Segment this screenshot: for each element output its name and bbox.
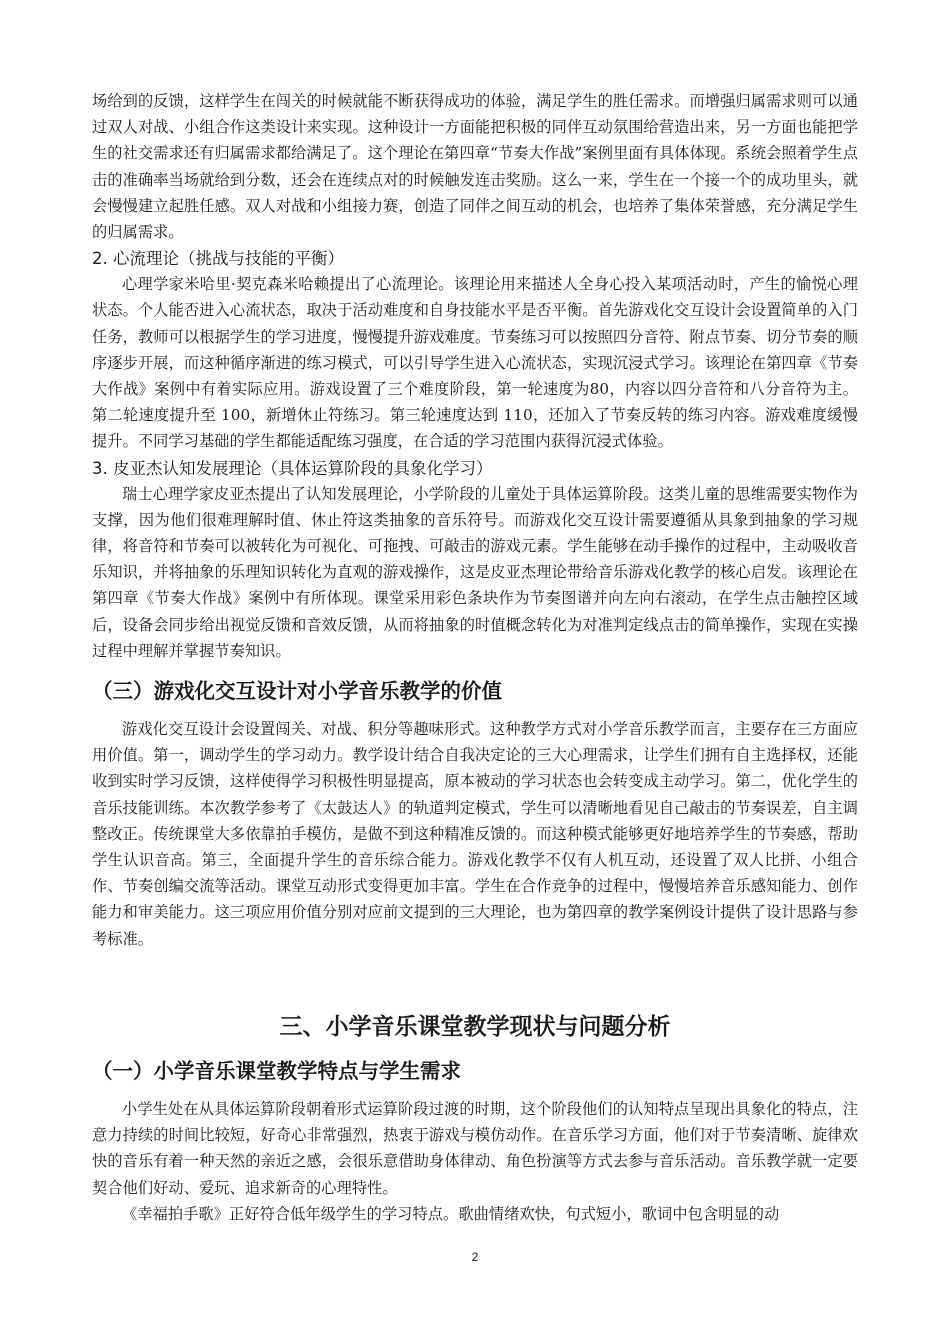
paragraph-value: 游戏化交互设计会设置闯关、对战、积分等趣味形式。这种教学方式对小学音乐教学而言，主要存在三方面应用价值。第一，调动学生的学习动力。教学设计结合自我决定论的三大心理需求，让学生们拥有自主选择权，还能收到实时学习反馈，这样使得学习积极性明显提高，原本被动的学习状态也会转变成主动学习。第二，优化学生的音乐技能训练。本次教学参考了《太鼓达人》的轨道判定模式，学生可以清晰地看见自己敲击的节奏误差，自主调整改正。传统课堂大多依靠拍手模仿，是做不到这种精准反馈的。而这种模式能够更好地培养学生的节奏感，帮助学生认识音高。第三，全面提升学生的音乐综合能力。游戏化教学不仅有人机互动，还设置了双人比拼、小组合作、节奏创编交流等活动。课堂互动形式变得更加丰富。学生在合作竞争的过程中，慢慢培养音乐感知能力、创作能力和审美能力。这三项应用价值分别对应前文提到的三大理论，也为第四章的教学案例设计提供了设计思路与参考标准。: [92, 720, 858, 948]
chapter-heading-3: 三、小学音乐课堂教学现状与问题分析: [279, 1013, 671, 1040]
page-number: 2: [471, 1250, 479, 1264]
paragraph-student-needs: 小学生处在从具体运算阶段朝着形式运算阶段过渡的时期，这个阶段他们的认知特点呈现出具象化的特点，注意力持续的时间比较短，好奇心非常强烈，热衷于游戏与模仿动作。在音乐学习方面，他们对于节奏清晰、旋律欢快的音乐有着一种天然的亲近之感，会很乐意借助身体律动、角色扮演等方式去参与音乐活动。音乐教学就一定要契合他们好动、爱玩、追求新奇的心理特性。: [92, 1099, 858, 1197]
subheading-flow-theory: 2. 心流理论（挑战与技能的平衡）: [92, 249, 344, 269]
section-heading-features: （一）小学音乐课堂教学特点与学生需求: [92, 1058, 461, 1083]
page-content: [92, 88, 858, 1227]
section-heading-value: （三）游戏化交互设计对小学音乐教学的价值: [92, 679, 502, 704]
subheading-piaget-theory: 3. 皮亚杰认知发展理论（具体运算阶段的具象化学习）: [92, 458, 493, 478]
paragraph-flow-theory: 心理学家米哈里·契克森米哈赖提出了心流理论。该理论用来描述人全身心投入某项活动时，产生的愉悦心理状态。个人能否进入心流状态，取决于活动难度和自身技能水平是否平衡。首先游戏化交互设计会设置简单的入门任务，教师可以根据学生的学习进度，慢慢提升游戏难度。节奏练习可以按照四分音符、附点节奏、切分节奏的顺序逐步开展，而这种循序渐进的练习模式，可以引导学生进入心流状态，实现沉浸式学习。该理论在第四章《节奏大作战》案例中有着实际应用。游戏设置了三个难度阶段，第一轮速度为80，内容以四分音符和八分音符为主。第二轮速度提升至 100，新增休止符练习。第三轮速度达到 110，还加入了节奏反转的练习内容。游戏难度缓慢提升。不同学习基础的学生都能适配练习强度，在合适的学习范围内获得沉浸式体验。: [92, 275, 858, 451]
paragraph-piaget-theory: 瑞士心理学家皮亚杰提出了认知发展理论，小学阶段的儿童处于具体运算阶段。这类儿童的思维需要实物作为支撑，因为他们很难理解时值、休止符这类抽象的音乐符号。而游戏化交互设计需要遵循从具象到抽象的学习规律，将音符和节奏可以被转化为可视化、可拖拽、可敲击的游戏元素。学生能够在动手操作的过程中，主动吸收音乐知识，并将抽象的乐理知识转化为直观的游戏操作，这是皮亚杰理论带给音乐游戏化教学的核心启发。该理论在第四章《节奏大作战》案例中有所体现。课堂采用彩色条块作为节奏图谱并向左向右滚动，在学生点击触控区域后，设备会同步给出视觉反馈和音效反馈，从而将抽象的时值概念转化为对准判定线点击的简单操作，实现在实操过程中理解并掌握节奏知识。: [92, 484, 858, 660]
paragraph-happy-clap-song: 《幸福拍手歌》正好符合低年级学生的学习特点。歌曲情绪欢快，句式短小，歌词中包含明显的动: [122, 1204, 780, 1223]
paragraph-self-determination-continued: 场给到的反馈，这样学生在闯关的时候就能不断获得成功的体验，满足学生的胜任需求。而增强归属需求则可以通过双人对战、小组合作这类设计来实现。这种设计一方面能把积极的同伴互动氛围给营造出来，另一方面也能把学生的社交需求还有归属需求都给满足了。这个理论在第四章“节奏大作战”案例里面有具体体现。系统会照着学生点击的准确率当场就给到分数，还会在连续点对的时候触发连击奖励。这么一来，学生在一个接一个的成功里头，就会慢慢建立起胜任感。双人对战和小组接力赛，创造了同伴之间互动的机会，也培养了集体荣誉感，充分满足学生的归属需求。: [92, 92, 858, 242]
